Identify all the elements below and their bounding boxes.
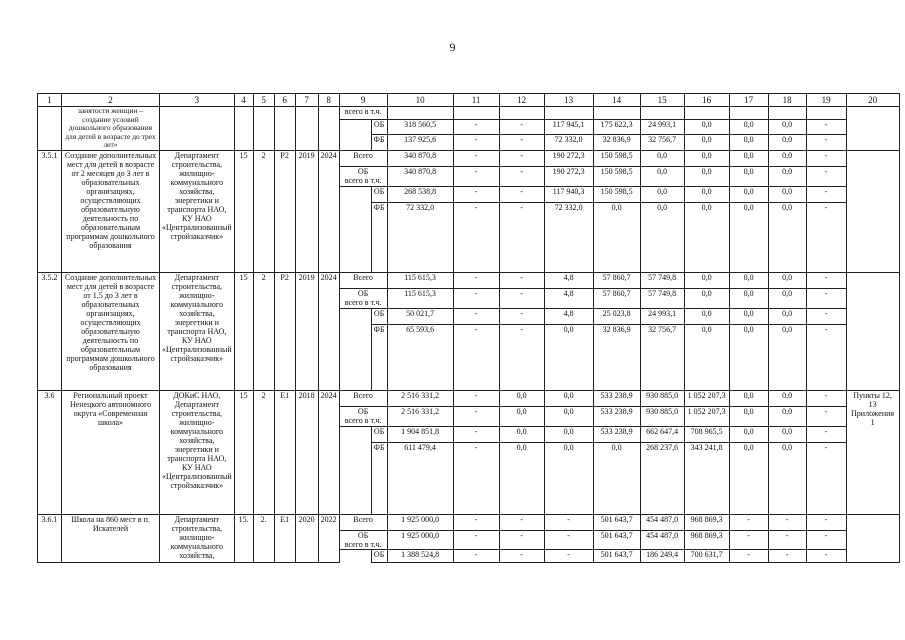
- value-cell-col15: 930 885,0: [640, 390, 684, 406]
- value-cell-col13: 0,0: [544, 390, 593, 406]
- table-body: [38, 94, 900, 563]
- value-cell-col12: -: [499, 202, 544, 272]
- project-executor: ДОКиС НАО, Департамент строительства, жилищно-коммунального хозяйства, энергетики и транспорта НАО, КУ НАО «Централизованный стройзаказчик»: [160, 390, 235, 514]
- column-header-1: 1: [38, 94, 62, 107]
- value-cell-col13: -: [544, 530, 593, 549]
- col5-value: 2.: [253, 514, 274, 562]
- value-cell-col15: 57 749,8: [640, 272, 684, 288]
- indent-cell: [339, 549, 371, 562]
- total-label: Всего: [339, 272, 387, 288]
- value-cell-col11: -: [453, 442, 499, 514]
- value-cell-col12: 0,0: [499, 406, 544, 426]
- value-cell-col17: 0,0: [729, 120, 768, 135]
- value-cell-col18: -: [768, 530, 806, 549]
- value-cell-col12: -: [499, 549, 544, 562]
- source-label: ФБ: [371, 324, 387, 390]
- total-label: Всего: [339, 150, 387, 166]
- value-cell-col12: -: [499, 272, 544, 288]
- vsego-v-label: всего в: [344, 415, 369, 425]
- indent-cell: [339, 308, 371, 324]
- value-cell-col14: 175 622,3: [593, 120, 640, 135]
- value-cell-col11: -: [453, 426, 499, 442]
- table-row: [38, 150, 900, 166]
- value-cell-col18: 0,0: [768, 202, 806, 272]
- column-header-20: 20: [846, 94, 899, 107]
- col8-value: 2022: [318, 514, 339, 562]
- value-cell-col11: -: [453, 549, 499, 562]
- notes-cell: [846, 272, 899, 390]
- value-cell-col18: -: [768, 514, 806, 530]
- value-cell-col12: -: [499, 120, 544, 135]
- value-cell-col17: 0,0: [729, 288, 768, 308]
- value-cell-col17: -: [729, 530, 768, 549]
- value-cell-col15: 0,0: [640, 202, 684, 272]
- col8-value: 2024: [318, 390, 339, 514]
- value-cell-col14: 57 860,7: [593, 288, 640, 308]
- value-cell-col18: 0,0: [768, 324, 806, 390]
- column-header-9: 9: [339, 94, 387, 107]
- col4-value: 15: [234, 272, 253, 390]
- value-cell-col11: -: [453, 202, 499, 272]
- value-cell-col10: 137 925,6: [387, 135, 453, 150]
- indent-cell: [339, 135, 371, 150]
- value-cell-col11: -: [453, 390, 499, 406]
- project-executor: Департамент строительства, жилищно-коммунального хозяйства,: [160, 514, 235, 562]
- value-cell-col13: 4,8: [544, 272, 593, 288]
- column-header-12: 12: [499, 94, 544, 107]
- column-header-17: 17: [729, 94, 768, 107]
- value-cell-col17: 0,0: [729, 166, 768, 186]
- source-label: ОБ: [371, 308, 387, 324]
- value-cell-col12: -: [499, 308, 544, 324]
- value-cell-col16: 343 241,8: [684, 442, 729, 514]
- value-cell-col18: 0,0: [768, 390, 806, 406]
- indent-cell: [339, 120, 371, 135]
- value-cell-col16: 700 631,7: [684, 549, 729, 562]
- ob-label: ОБ: [357, 530, 369, 540]
- source-label: ОБ: [371, 120, 387, 135]
- project-executor: Департамент строительства, жилищно-коммунального хозяйства, энергетики и транспорта НАО, КУ НАО «Централизованный стройзаказчик»: [160, 272, 235, 390]
- value-cell-col19: -: [806, 202, 846, 272]
- value-cell-col11: -: [453, 288, 499, 308]
- value-cell-col17: 0,0: [729, 272, 768, 288]
- ob-total-label: [339, 166, 387, 186]
- value-cell-col17: 0,0: [729, 308, 768, 324]
- value-cell-col19: -: [806, 530, 846, 549]
- column-header-8: 8: [318, 94, 339, 107]
- value-cell-col18: 0,0: [768, 150, 806, 166]
- value-cell-col16: 0,0: [684, 150, 729, 166]
- value-cell-col14: 32 836,9: [593, 324, 640, 390]
- total-label: Всего: [339, 514, 387, 530]
- ob-total-label: [339, 288, 387, 308]
- value-cell-col14: 501 643,7: [593, 549, 640, 562]
- empty-cell: [806, 107, 846, 120]
- column-header-10: 10: [387, 94, 453, 107]
- value-cell-col13: 0,0: [544, 406, 593, 426]
- budget-table: [37, 93, 900, 563]
- col5-value: 2: [253, 150, 274, 272]
- project-name: Региональный проект Ненецкого автономного округа «Современная школа»: [62, 390, 160, 514]
- value-cell-col12: -: [499, 324, 544, 390]
- value-cell-col14: 533 238,9: [593, 390, 640, 406]
- value-cell-col10: 318 560,5: [387, 120, 453, 135]
- empty-cell: [387, 107, 453, 120]
- value-cell-col18: 0,0: [768, 308, 806, 324]
- project-number: 3.6: [38, 390, 62, 514]
- value-cell-col15: 32 756,7: [640, 135, 684, 150]
- tch-label: т.ч.: [370, 539, 382, 549]
- project-name: Создание дополнительных мест для детей в возрасте от 2 месяцев до 3 лет в образовательных организациях, осуществляющих образовательную деятельность по образовательным программам дошкольного образования: [62, 150, 160, 272]
- value-cell-col12: 0,0: [499, 442, 544, 514]
- value-cell-col14: 0,0: [593, 202, 640, 272]
- col7-value: 2019: [295, 272, 318, 390]
- column-header-15: 15: [640, 94, 684, 107]
- empty-cell: [729, 107, 768, 120]
- value-cell-col17: 0,0: [729, 186, 768, 202]
- cont-name: занятости женщин – создание условий дошкольного образования для детей в возрасте до трех лет»: [62, 107, 160, 151]
- value-cell-col16: 0,0: [684, 272, 729, 288]
- value-cell-col15: 0,0: [640, 150, 684, 166]
- ob-total-label: [339, 530, 387, 549]
- value-cell-col10: 2 516 331,2: [387, 390, 453, 406]
- value-cell-col10: 72 332,0: [387, 202, 453, 272]
- value-cell-col18: 0,0: [768, 186, 806, 202]
- cont-notes: [846, 107, 899, 151]
- ob-label: ОБ: [357, 166, 369, 176]
- value-cell-col17: -: [729, 514, 768, 530]
- value-cell-col17: -: [729, 549, 768, 562]
- value-cell-col11: -: [453, 120, 499, 135]
- value-cell-col14: 501 643,7: [593, 530, 640, 549]
- column-header-2: 2: [62, 94, 160, 107]
- value-cell-col19: -: [806, 120, 846, 135]
- value-cell-col10: 611 479,4: [387, 442, 453, 514]
- column-header-5: 5: [253, 94, 274, 107]
- value-cell-col17: 0,0: [729, 135, 768, 150]
- value-cell-col17: 0,0: [729, 442, 768, 514]
- value-cell-col12: -: [499, 150, 544, 166]
- notes-cell: [846, 514, 899, 562]
- source-label: ФБ: [371, 442, 387, 514]
- source-label: ОБ: [371, 186, 387, 202]
- column-header-16: 16: [684, 94, 729, 107]
- value-cell-col19: -: [806, 272, 846, 288]
- value-cell-col17: 0,0: [729, 202, 768, 272]
- tch-label: т.ч.: [370, 107, 382, 116]
- notes-cell: [846, 150, 899, 272]
- value-cell-col13: 117 940,3: [544, 186, 593, 202]
- tch-label: т.ч.: [370, 297, 382, 307]
- col8-value: 2024: [318, 272, 339, 390]
- empty-cell: [453, 107, 499, 120]
- value-cell-col15: 57 749,8: [640, 288, 684, 308]
- value-cell-col15: 0,0: [640, 166, 684, 186]
- value-cell-col18: -: [768, 549, 806, 562]
- value-cell-col19: -: [806, 135, 846, 150]
- col4-value: 15.: [234, 514, 253, 562]
- tch-label: т.ч.: [370, 415, 382, 425]
- value-cell-col13: 4,8: [544, 308, 593, 324]
- value-cell-col14: 501 643,7: [593, 514, 640, 530]
- value-cell-col18: 0,0: [768, 120, 806, 135]
- value-cell-col12: 0,0: [499, 390, 544, 406]
- column-header-7: 7: [295, 94, 318, 107]
- cont-num: [38, 107, 62, 151]
- col5-value: 2: [253, 390, 274, 514]
- col7-value: 2018: [295, 390, 318, 514]
- table-row: [38, 390, 900, 406]
- empty-cell: [640, 107, 684, 120]
- value-cell-col16: 968 869,3: [684, 530, 729, 549]
- vsego-v-label: всего в: [344, 107, 369, 116]
- value-cell-col14: 533 238,9: [593, 406, 640, 426]
- value-cell-col18: 0,0: [768, 166, 806, 186]
- source-label: ОБ: [371, 426, 387, 442]
- column-header-11: 11: [453, 94, 499, 107]
- value-cell-col10: 65 593,6: [387, 324, 453, 390]
- value-cell-col19: -: [806, 288, 846, 308]
- col4-value: 15: [234, 150, 253, 272]
- cont-col6: [274, 107, 295, 151]
- value-cell-col10: 1 925 000,0: [387, 514, 453, 530]
- header-row: [38, 94, 900, 107]
- value-cell-col17: 0,0: [729, 324, 768, 390]
- cont-col4: [234, 107, 253, 151]
- value-cell-col10: 2 516 331,2: [387, 406, 453, 426]
- value-cell-col19: -: [806, 186, 846, 202]
- empty-cell: [684, 107, 729, 120]
- vsego-v-label: всего в: [344, 175, 369, 185]
- column-header-18: 18: [768, 94, 806, 107]
- value-cell-col10: 1 925 000,0: [387, 530, 453, 549]
- value-cell-col16: 1 052 207,3: [684, 390, 729, 406]
- value-cell-col13: 0,0: [544, 324, 593, 390]
- value-cell-col10: 1 388 524,8: [387, 549, 453, 562]
- value-cell-col14: 32 836,9: [593, 135, 640, 150]
- value-cell-col16: 0,0: [684, 324, 729, 390]
- value-cell-col15: 454 487,0: [640, 530, 684, 549]
- value-cell-col18: 0,0: [768, 135, 806, 150]
- indent-cell: [339, 186, 371, 202]
- empty-cell: [593, 107, 640, 120]
- col6-value: P2: [274, 272, 295, 390]
- empty-cell: [768, 107, 806, 120]
- value-cell-col15: 24 993,1: [640, 308, 684, 324]
- cont-total-label: [339, 107, 387, 120]
- value-cell-col19: -: [806, 150, 846, 166]
- col6-value: P2: [274, 150, 295, 272]
- value-cell-col10: 115 615,3: [387, 288, 453, 308]
- table-row: [38, 272, 900, 288]
- vsego-v-label: всего в: [344, 297, 369, 307]
- value-cell-col19: -: [806, 390, 846, 406]
- value-cell-col15: 662 647,4: [640, 426, 684, 442]
- value-cell-col13: 4,8: [544, 288, 593, 308]
- value-cell-col18: 0,0: [768, 288, 806, 308]
- value-cell-col11: -: [453, 166, 499, 186]
- indent-cell: [339, 426, 371, 442]
- value-cell-col16: 0,0: [684, 186, 729, 202]
- notes-cell: Пункты 12, 13 Приложения 1: [846, 390, 899, 514]
- source-label: ФБ: [371, 202, 387, 272]
- value-cell-col13: -: [544, 549, 593, 562]
- value-cell-col18: 0,0: [768, 426, 806, 442]
- value-cell-col17: 0,0: [729, 150, 768, 166]
- indent-cell: [339, 442, 371, 514]
- value-cell-col10: 115 615,3: [387, 272, 453, 288]
- value-cell-col15: 32 756,7: [640, 324, 684, 390]
- value-cell-col19: -: [806, 166, 846, 186]
- column-header-3: 3: [160, 94, 235, 107]
- value-cell-col13: 190 272,3: [544, 150, 593, 166]
- value-cell-col14: 25 023,8: [593, 308, 640, 324]
- indent-cell: [339, 202, 371, 272]
- value-cell-col11: -: [453, 406, 499, 426]
- value-cell-col16: 0,0: [684, 308, 729, 324]
- value-cell-col11: -: [453, 186, 499, 202]
- value-cell-col11: -: [453, 272, 499, 288]
- value-cell-col16: 968 869,3: [684, 514, 729, 530]
- value-cell-col10: 340 870,8: [387, 150, 453, 166]
- value-cell-col13: 117 945,1: [544, 120, 593, 135]
- table-row: [38, 514, 900, 530]
- col8-value: 2024: [318, 150, 339, 272]
- ob-label: ОБ: [357, 406, 369, 416]
- value-cell-col14: 150 598,5: [593, 186, 640, 202]
- value-cell-col19: -: [806, 308, 846, 324]
- value-cell-col15: 24 993,1: [640, 120, 684, 135]
- total-label: Всего: [339, 390, 387, 406]
- value-cell-col10: 50 021,7: [387, 308, 453, 324]
- column-header-6: 6: [274, 94, 295, 107]
- tch-label: т.ч.: [370, 175, 382, 185]
- value-cell-col19: -: [806, 324, 846, 390]
- value-cell-col19: -: [806, 549, 846, 562]
- value-cell-col12: -: [499, 135, 544, 150]
- value-cell-col16: 0,0: [684, 135, 729, 150]
- value-cell-col18: 0,0: [768, 272, 806, 288]
- project-name: Создание дополнительных мест для детей в возрасте от 1,5 до 3 лет в образовательных организациях, осуществляющих образовательную деятельность по образовательным программам дошкольного образования: [62, 272, 160, 390]
- column-header-13: 13: [544, 94, 593, 107]
- page-number: 9: [449, 40, 456, 54]
- cont-col3: [160, 107, 235, 151]
- indent-cell: [339, 324, 371, 390]
- value-cell-col15: 930 885,0: [640, 406, 684, 426]
- value-cell-col10: 1 904 851,8: [387, 426, 453, 442]
- col4-value: 15: [234, 390, 253, 514]
- value-cell-col13: 0,0: [544, 426, 593, 442]
- col5-value: 2: [253, 272, 274, 390]
- project-number: 3.5.2: [38, 272, 62, 390]
- value-cell-col15: 0,0: [640, 186, 684, 202]
- value-cell-col16: 0,0: [684, 166, 729, 186]
- value-cell-col14: 533 238,9: [593, 426, 640, 442]
- value-cell-col14: 0,0: [593, 442, 640, 514]
- value-cell-col11: -: [453, 514, 499, 530]
- value-cell-col12: -: [499, 166, 544, 186]
- source-label: ФБ: [371, 135, 387, 150]
- value-cell-col18: 0,0: [768, 442, 806, 514]
- value-cell-col11: -: [453, 324, 499, 390]
- value-cell-col16: 1 052 207,3: [684, 406, 729, 426]
- value-cell-col11: -: [453, 150, 499, 166]
- column-header-4: 4: [234, 94, 253, 107]
- cont-col5: [253, 107, 274, 151]
- value-cell-col14: 150 598,5: [593, 150, 640, 166]
- col7-value: 2019: [295, 150, 318, 272]
- cont-col7: [295, 107, 318, 151]
- value-cell-col15: 268 237,6: [640, 442, 684, 514]
- value-cell-col13: 72 332,0: [544, 202, 593, 272]
- empty-cell: [499, 107, 544, 120]
- value-cell-col12: -: [499, 288, 544, 308]
- value-cell-col16: 0,0: [684, 202, 729, 272]
- value-cell-col16: 0,0: [684, 120, 729, 135]
- ob-total-label: [339, 406, 387, 426]
- value-cell-col19: -: [806, 406, 846, 426]
- value-cell-col11: -: [453, 530, 499, 549]
- value-cell-col17: 0,0: [729, 406, 768, 426]
- project-number: 3.6.1: [38, 514, 62, 562]
- value-cell-col13: 0,0: [544, 442, 593, 514]
- empty-cell: [544, 107, 593, 120]
- value-cell-col11: -: [453, 135, 499, 150]
- value-cell-col15: 454 487,0: [640, 514, 684, 530]
- value-cell-col16: 708 965,5: [684, 426, 729, 442]
- value-cell-col12: 0,0: [499, 426, 544, 442]
- value-cell-col15: 186 249,4: [640, 549, 684, 562]
- budget-table-container: [37, 93, 900, 563]
- project-number: 3.5.1: [38, 150, 62, 272]
- value-cell-col19: -: [806, 426, 846, 442]
- value-cell-col18: 0,0: [768, 406, 806, 426]
- value-cell-col16: 0,0: [684, 288, 729, 308]
- column-header-19: 19: [806, 94, 846, 107]
- value-cell-col13: 190 272,3: [544, 166, 593, 186]
- value-cell-col10: 268 538,8: [387, 186, 453, 202]
- value-cell-col14: 57 860,7: [593, 272, 640, 288]
- col7-value: 2020: [295, 514, 318, 562]
- value-cell-col12: -: [499, 186, 544, 202]
- source-label: ОБ: [371, 549, 387, 562]
- table-row: [38, 107, 900, 120]
- value-cell-col14: 150 598,5: [593, 166, 640, 186]
- value-cell-col13: -: [544, 514, 593, 530]
- cont-col8: [318, 107, 339, 151]
- vsego-v-label: всего в: [344, 539, 369, 549]
- ob-label: ОБ: [357, 288, 369, 298]
- value-cell-col11: -: [453, 308, 499, 324]
- project-executor: Департамент строительства, жилищно-коммунального хозяйства, энергетики и транспорта НАО, КУ НАО «Централизованный стройзаказчик»: [160, 150, 235, 272]
- column-header-14: 14: [593, 94, 640, 107]
- col6-value: E1: [274, 514, 295, 562]
- col6-value: E1: [274, 390, 295, 514]
- value-cell-col17: 0,0: [729, 426, 768, 442]
- value-cell-col12: -: [499, 514, 544, 530]
- value-cell-col10: 340 870,8: [387, 166, 453, 186]
- value-cell-col19: -: [806, 514, 846, 530]
- value-cell-col12: -: [499, 530, 544, 549]
- value-cell-col13: 72 332,0: [544, 135, 593, 150]
- value-cell-col17: 0,0: [729, 390, 768, 406]
- project-name: Школа на 860 мест в п. Искателей: [62, 514, 160, 562]
- value-cell-col19: -: [806, 442, 846, 514]
